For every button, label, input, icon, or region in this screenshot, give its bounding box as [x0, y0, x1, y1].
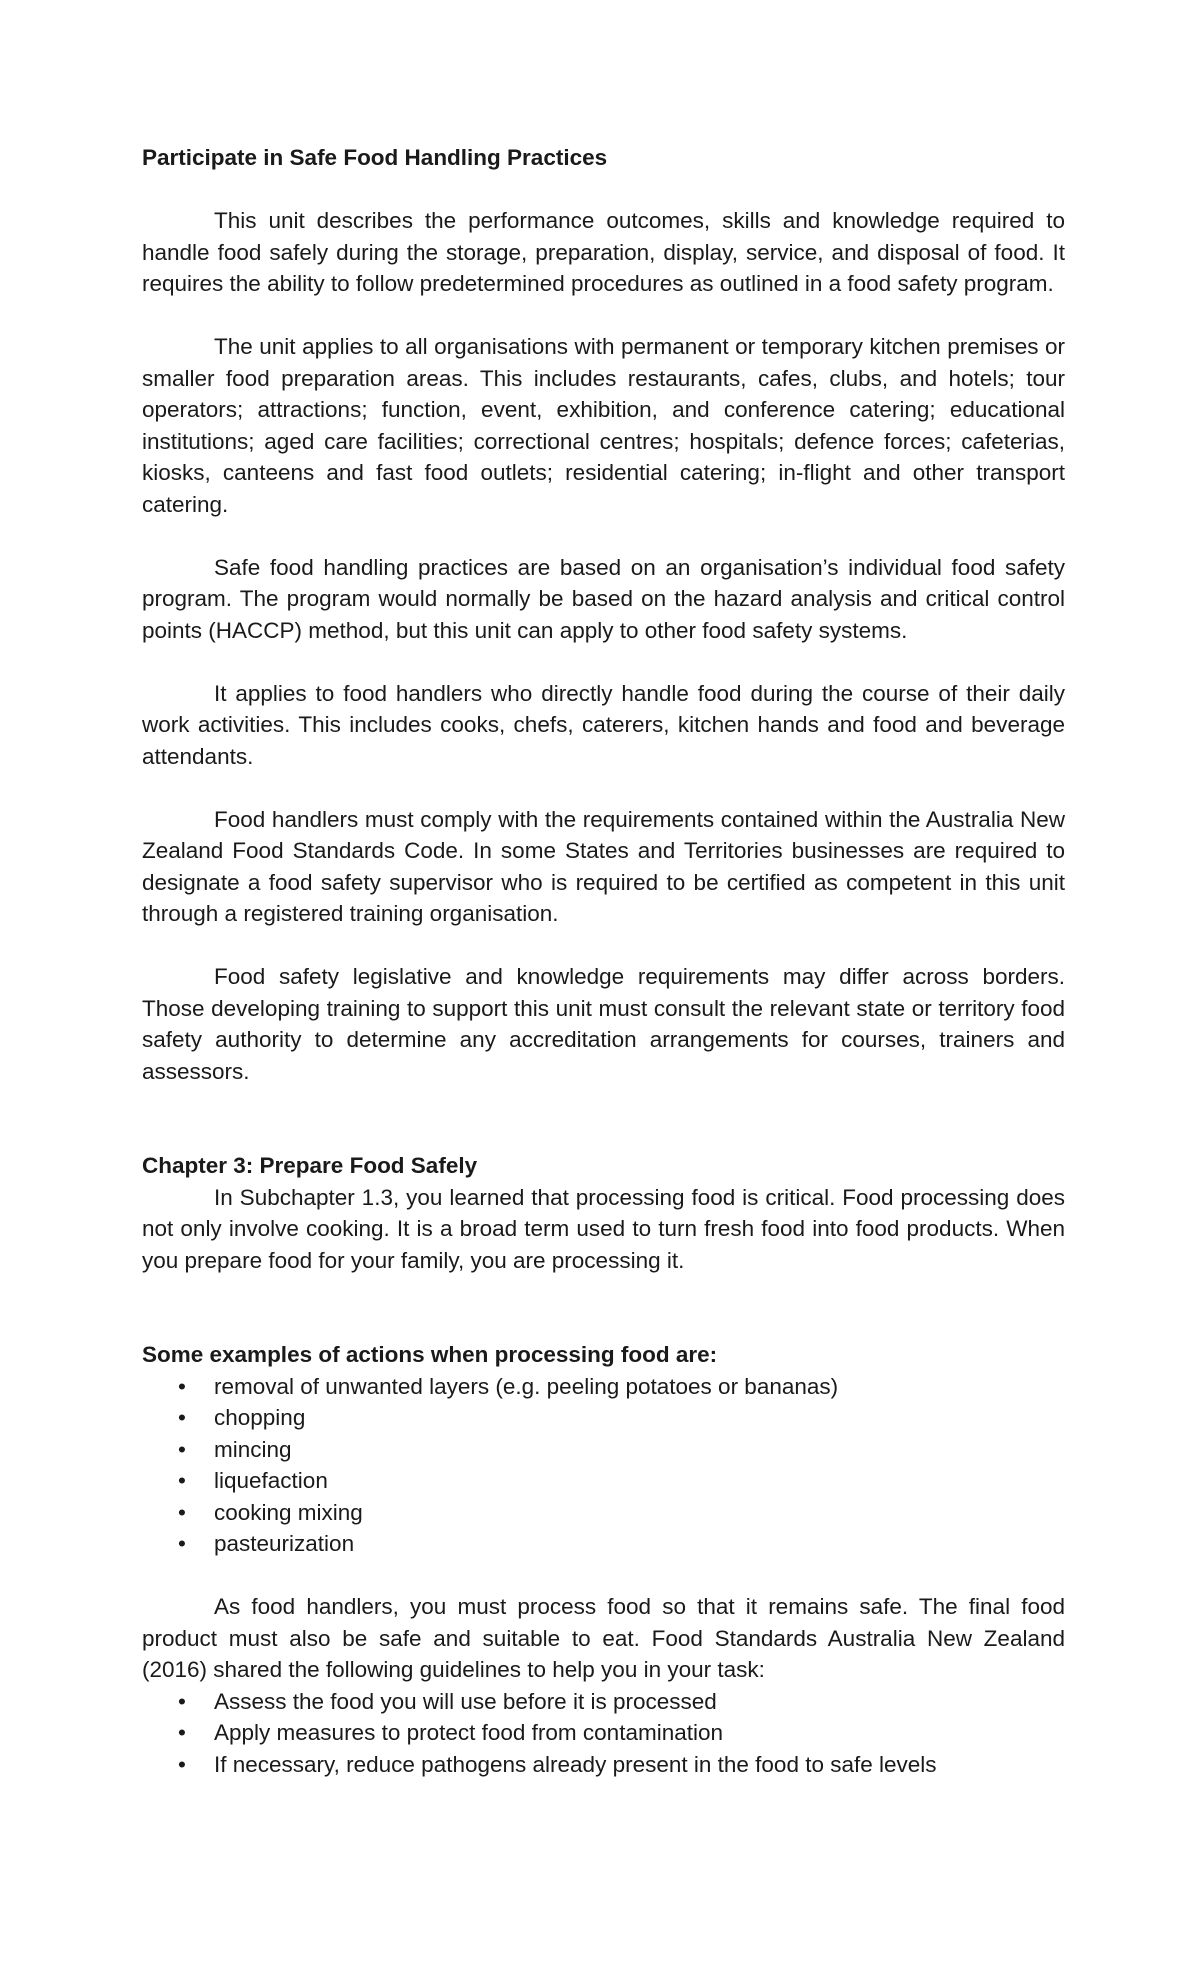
document-page: [142, 142, 1065, 1780]
bullet-icon: •: [178, 1531, 186, 1556]
guidelines-list: [142, 1686, 1065, 1781]
bullet-icon: •: [178, 1751, 186, 1777]
chapter-paragraph: In Subchapter 1.3, you learned that processing food is critical. Food processing does not only involve cooking. It is a broad term used to turn fresh food into food products. When you prepare food for your family, you are processing it.: [142, 1184, 1065, 1273]
list-item-text: liquefaction: [214, 1468, 328, 1493]
guidelines-paragraph: As food handlers, you must process food so that it remains safe. The final food product must also be safe and suitable to eat. Food Standards Australia New Zealand (2016) shared the following guidelines to help you in your task:: [142, 1594, 1065, 1682]
list-item: [142, 1465, 1065, 1497]
intro-paragraph-1: This unit describes the performance outcomes, skills and knowledge required to handle food safely during the storage, preparation, display, service, and disposal of food. It requires the ability to follow predetermined procedures as outlined in a food safety program.: [142, 208, 1065, 296]
list-item-text: Apply measures to protect food from contamination: [214, 1720, 724, 1745]
list-item-text: Assess the food you will use before it is processed: [214, 1688, 717, 1714]
examples-heading: Some examples of actions when processing food are:: [142, 1342, 718, 1367]
list-item: [142, 1402, 1065, 1434]
intro-paragraph-2: The unit applies to all organisations with permanent or temporary kitchen premises or smaller food preparation areas. This includes restaurants, cafes, clubs, and hotels; tour operators; attractions; function, event, exhibition, and conference catering; educational institutions; aged care facilities; correctional centres; hospitals; defence forces; cafeterias, kiosks, canteens and fast food outlets; residential catering; in-flight and other transport catering.: [142, 334, 1065, 517]
list-item-text: mincing: [214, 1436, 292, 1462]
intro-paragraph-5: Food handlers must comply with the requirements contained within the Australia New Zealand Food Standards Code. In some States and Territories businesses are required to designate a food safety supervisor who is required to be certified as competent in this unit through a registered training organisation.: [142, 806, 1065, 926]
bullet-icon: •: [178, 1405, 186, 1430]
list-item: [142, 1749, 1065, 1781]
list-item-text: If necessary, reduce pathogens already present in the food to safe levels: [214, 1751, 937, 1777]
intro-paragraph-3: Safe food handling practices are based on an organisation’s individual food safety program. The program would normally be based on the hazard analysis and critical control points (HACCP) method, but this unit can apply to other food safety systems.: [142, 554, 1065, 643]
bullet-icon: •: [178, 1720, 186, 1745]
list-item: [142, 1434, 1065, 1466]
list-item: [142, 1497, 1065, 1529]
list-item: [142, 1717, 1065, 1749]
list-item-text: chopping: [214, 1405, 306, 1430]
list-item-text: cooking mixing: [214, 1499, 363, 1525]
chapter-heading: Chapter 3: Prepare Food Safely: [142, 1153, 478, 1178]
list-item: [142, 1528, 1065, 1560]
bullet-icon: •: [178, 1499, 186, 1525]
bullet-icon: •: [178, 1468, 186, 1493]
list-item-text: removal of unwanted layers (e.g. peeling potatoes or bananas): [214, 1373, 839, 1399]
document-title: Participate in Safe Food Handling Practices: [142, 145, 608, 170]
intro-paragraph-4: It applies to food handlers who directly handle food during the course of their daily work activities. This includes cooks, chefs, caterers, kitchen hands and food and beverage attendants.: [142, 680, 1065, 769]
bullet-icon: •: [178, 1436, 186, 1462]
bullet-icon: •: [178, 1373, 186, 1399]
bullet-icon: •: [178, 1688, 186, 1714]
intro-paragraph-6: Food safety legislative and knowledge requirements may differ across borders. Those developing training to support this unit must consult the relevant state or territory food safety authority to determine any accreditation arrangements for courses, trainers and assessors.: [142, 964, 1065, 1084]
list-item-text: pasteurization: [214, 1531, 355, 1556]
list-item: [142, 1686, 1065, 1718]
examples-list: [142, 1371, 1065, 1560]
list-item: [142, 1371, 1065, 1403]
